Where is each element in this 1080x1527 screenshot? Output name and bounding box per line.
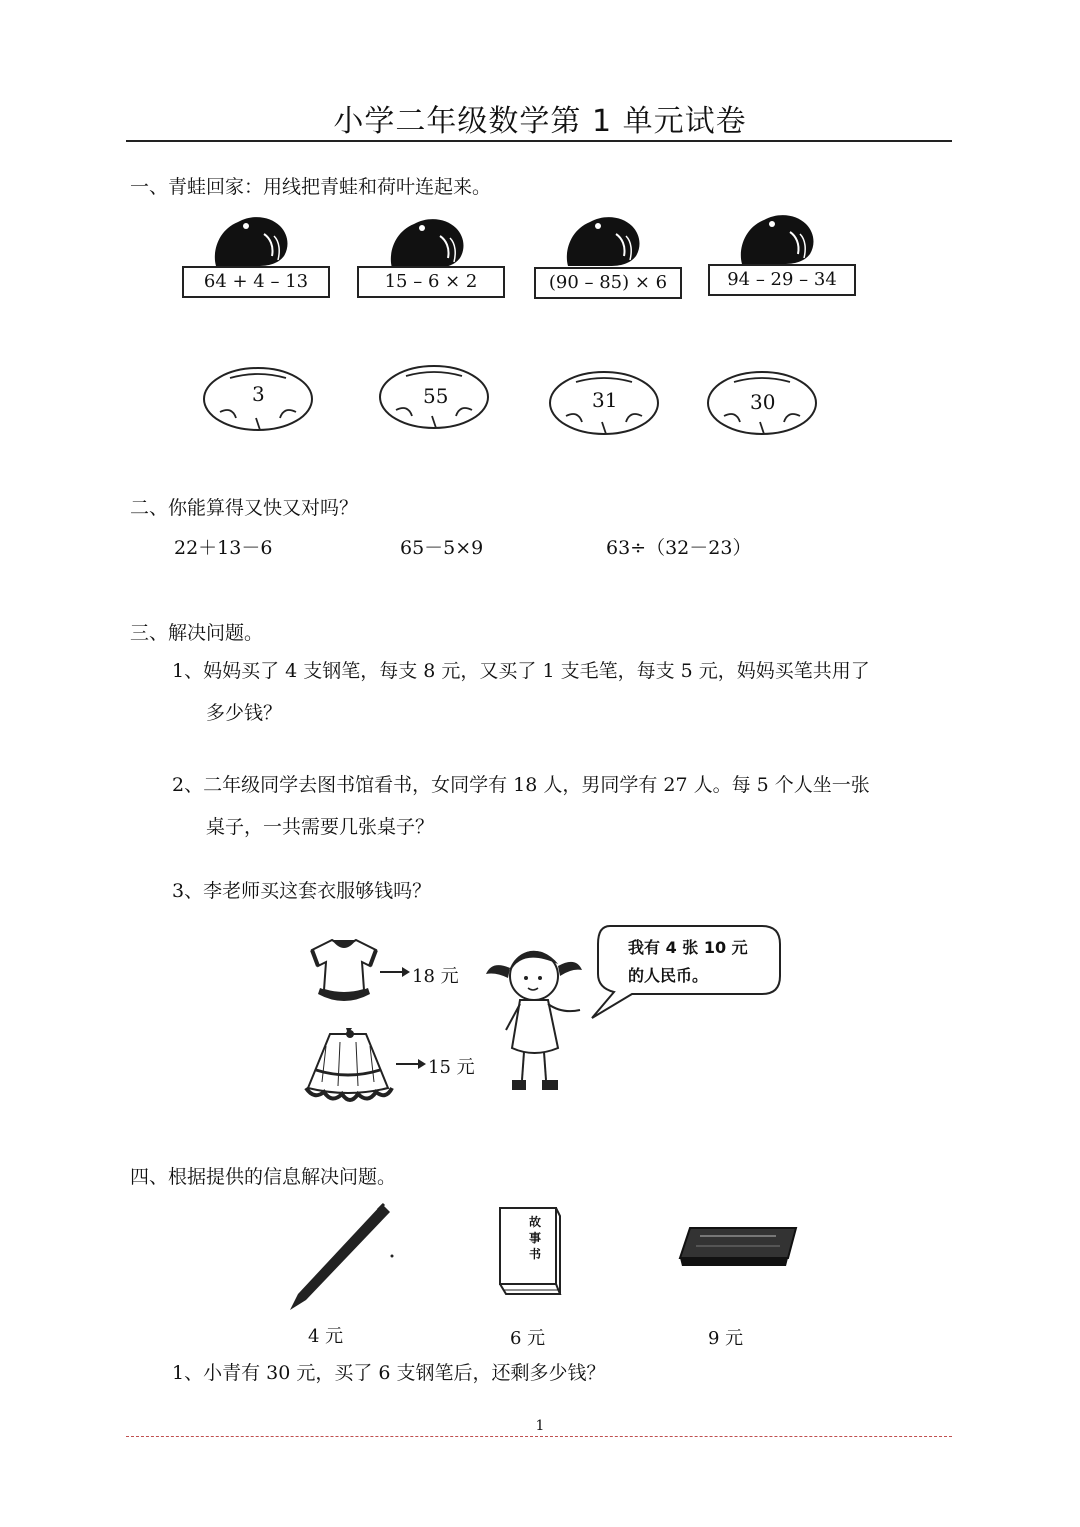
pen-price: 4 元 bbox=[308, 1326, 344, 1347]
question-3-1-line2: 多少钱？ bbox=[206, 702, 283, 724]
lily-pad-number-3: 31 bbox=[592, 388, 618, 412]
eraser-price: 9 元 bbox=[708, 1328, 744, 1349]
question-3-1 bbox=[172, 650, 952, 734]
question-3-2 bbox=[172, 764, 952, 848]
frog-4-icon bbox=[734, 210, 818, 266]
footer-rule bbox=[126, 1436, 952, 1437]
page-title: 小学二年级数学第 1 单元试卷 bbox=[333, 104, 747, 139]
shirt-icon bbox=[304, 936, 384, 1006]
lily-pad-number-2: 55 bbox=[423, 384, 449, 408]
expression-2: 65－5×9 bbox=[400, 537, 484, 559]
expression-3: 63÷（32－23） bbox=[606, 537, 752, 559]
frog-expression-3: (90 – 85) × 6 bbox=[534, 267, 682, 299]
skirt-icon bbox=[296, 1026, 400, 1106]
question-3-2-line2: 桌子，一共需要几张桌子？ bbox=[206, 816, 435, 838]
question-4-1: 1、小青有 30 元，买了 6 支钢笔后，还剩多少钱？ bbox=[172, 1362, 606, 1384]
title-rule bbox=[126, 140, 952, 142]
shirt-price: 18 元 bbox=[412, 966, 459, 987]
frog-2-icon bbox=[384, 214, 468, 270]
question-3-2-line1: 2、二年级同学去图书馆看书，女同学有 18 人，男同学有 27 人。每 5 个人坐一张 bbox=[172, 774, 870, 796]
expression-1: 22＋13－6 bbox=[174, 537, 273, 559]
girl-icon bbox=[482, 938, 592, 1098]
section1-heading: 一、青蛙回家：用线把青蛙和荷叶连起来。 bbox=[130, 176, 492, 198]
storybook-price: 6 元 bbox=[510, 1328, 546, 1349]
section2-heading: 二、你能算得又快又对吗？ bbox=[130, 497, 359, 519]
lily-pad-number-1: 3 bbox=[252, 382, 265, 406]
speech-bubble-line1: 我有 4 张 10 元 bbox=[628, 938, 748, 957]
frog-expression-2: 15 – 6 × 2 bbox=[357, 266, 505, 298]
eraser-icon bbox=[676, 1224, 802, 1270]
frog-3-icon bbox=[560, 212, 644, 268]
section4-heading: 四、根据提供的信息解决问题。 bbox=[130, 1166, 397, 1188]
question-3-3: 3、李老师买这套衣服够钱吗？ bbox=[172, 880, 432, 902]
frog-1-icon bbox=[208, 212, 292, 268]
arrow-icon bbox=[396, 1058, 426, 1070]
lily-pad-number-4: 30 bbox=[750, 390, 776, 414]
frog-expression-4: 94 – 29 – 34 bbox=[708, 264, 856, 296]
skirt-price: 15 元 bbox=[428, 1057, 475, 1078]
speech-bubble-text bbox=[628, 934, 748, 990]
frog-expression-1: 64 + 4 – 13 bbox=[182, 266, 330, 298]
question-3-1-line1: 1、妈妈买了 4 支钢笔，每支 8 元，又买了 1 支毛笔，每支 5 元，妈妈买笔共用了 bbox=[172, 660, 870, 682]
page-number: 1 bbox=[535, 1418, 545, 1434]
pen-icon bbox=[286, 1200, 406, 1312]
speech-bubble-line2: 的人民币。 bbox=[628, 966, 709, 985]
storybook-label: 故事书 bbox=[528, 1215, 541, 1261]
section3-heading: 三、解决问题。 bbox=[130, 622, 264, 644]
arrow-icon bbox=[380, 966, 410, 978]
